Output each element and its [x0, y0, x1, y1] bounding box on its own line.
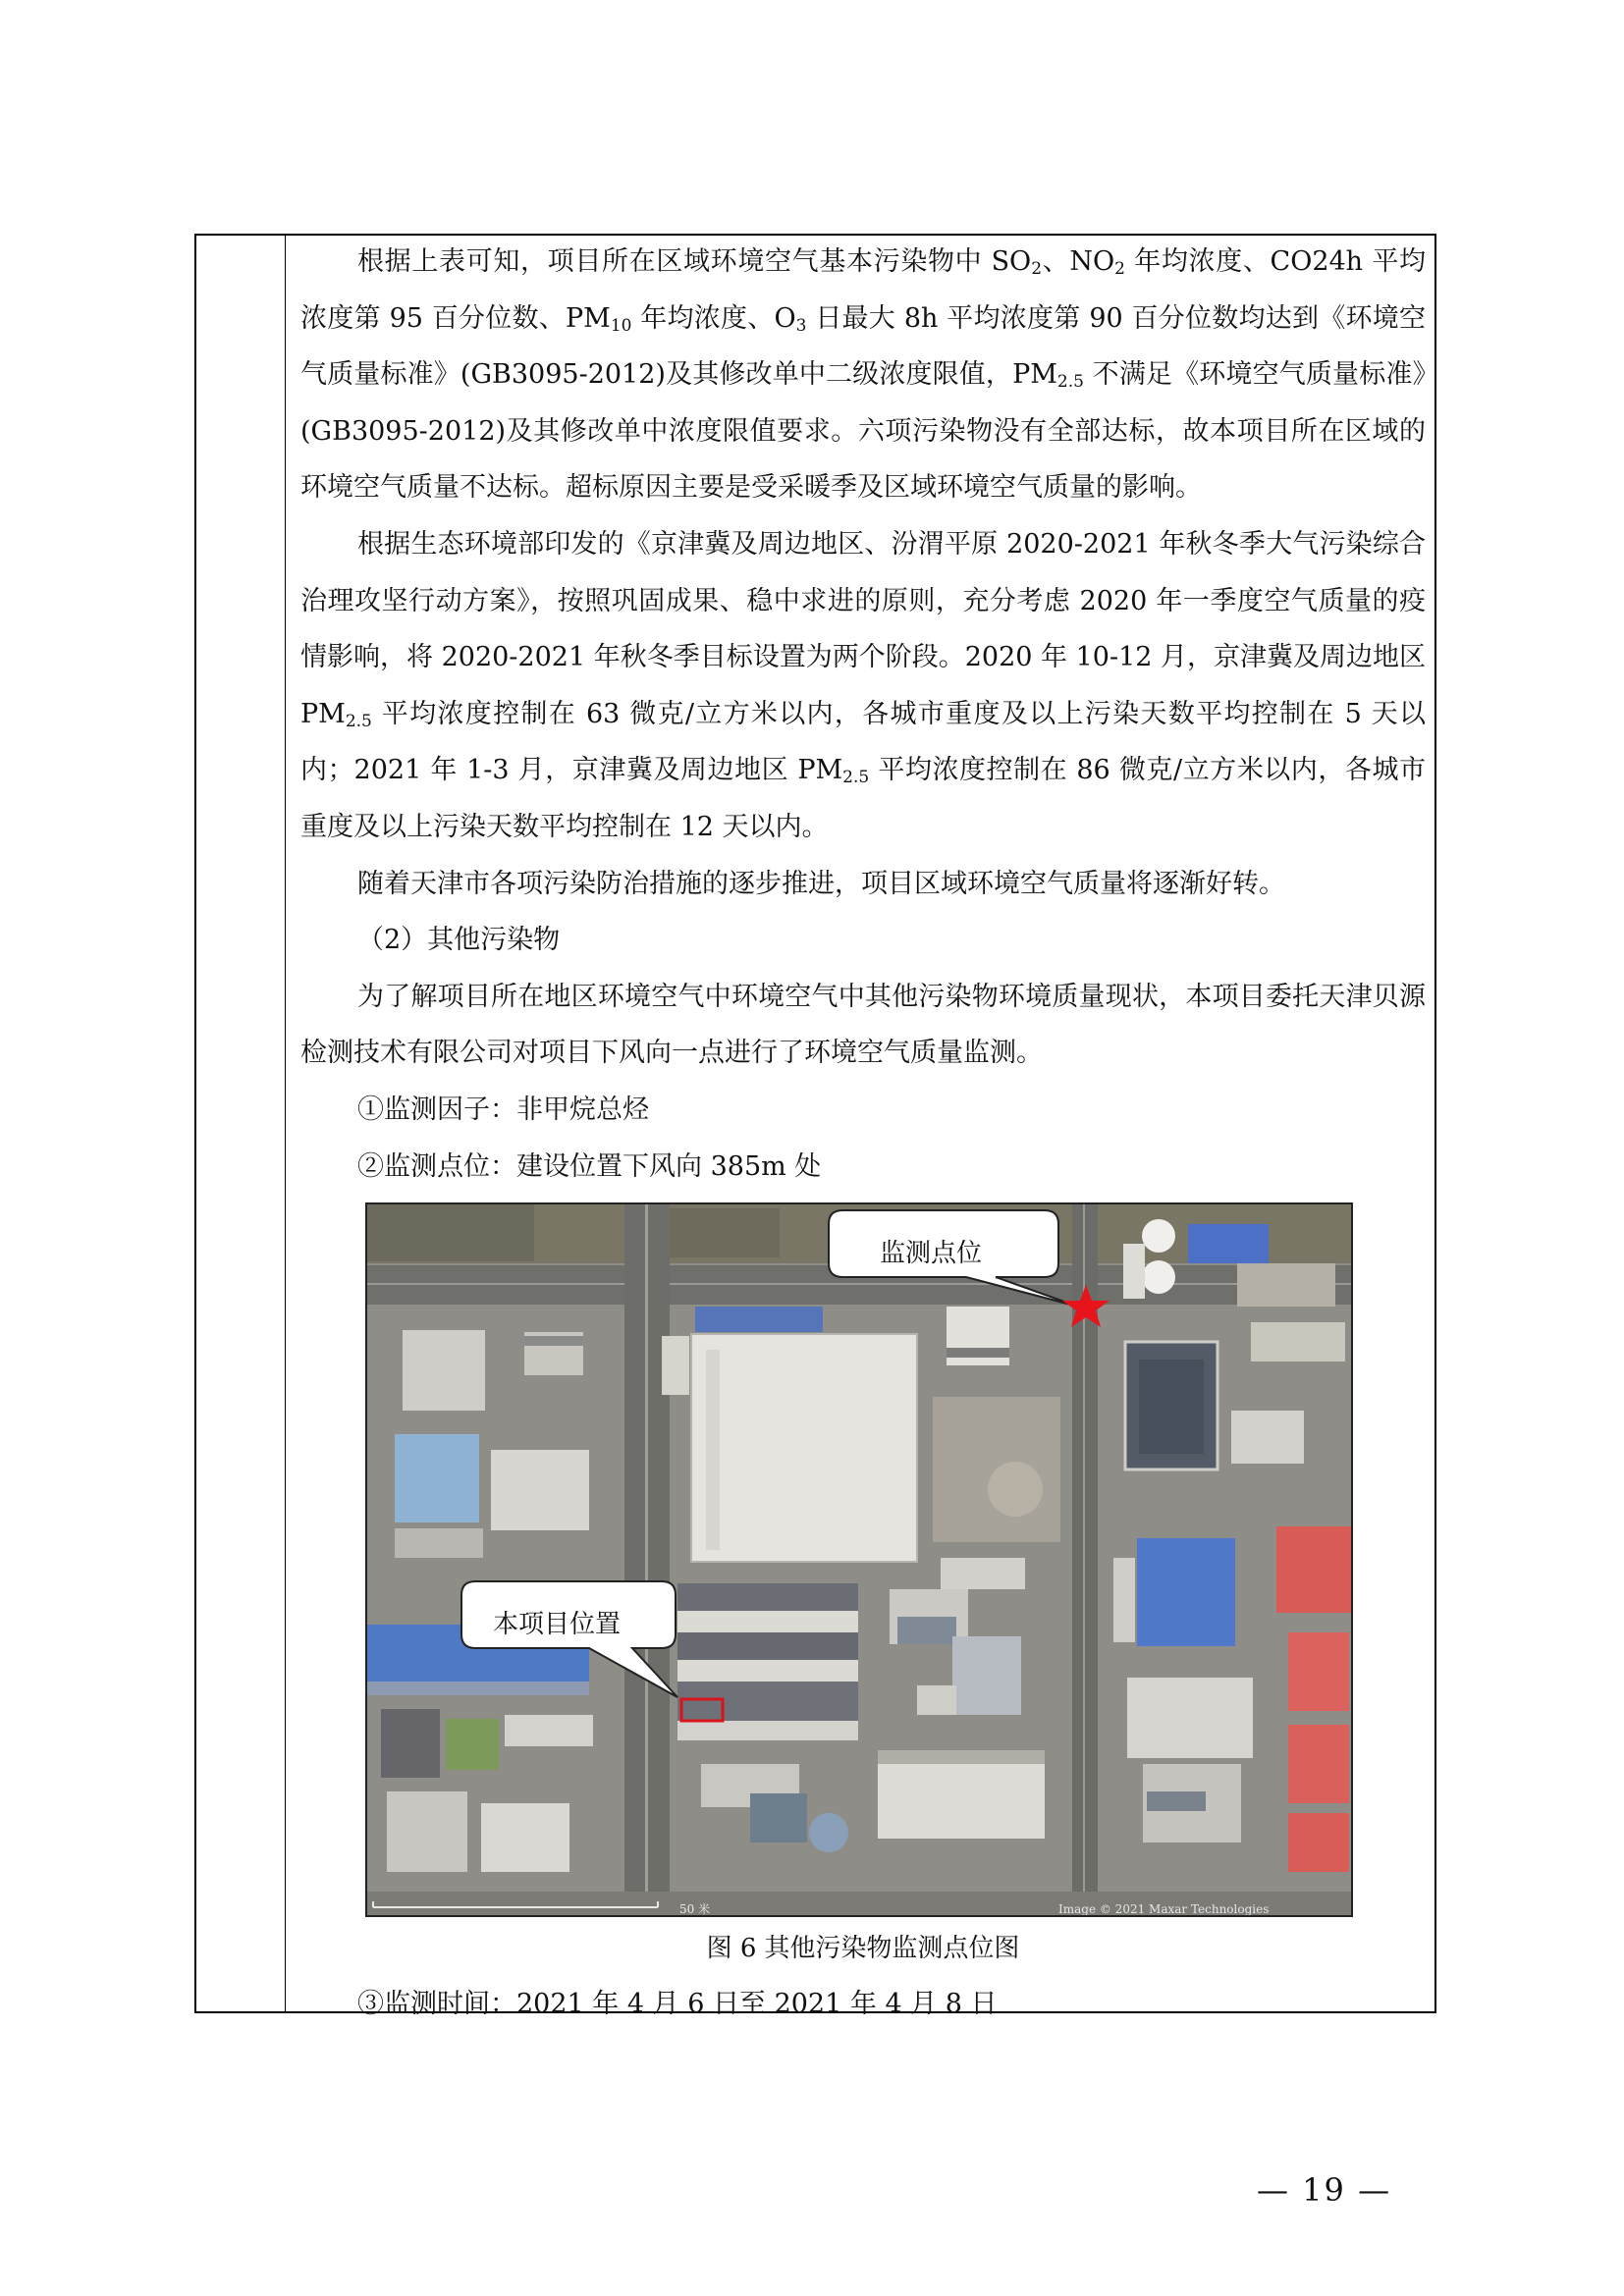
monitoring-location: ②监测点位：建设位置下风向 385m 处: [357, 1150, 822, 1182]
content-cell: [300, 234, 1426, 2033]
figure-number: 图 6: [706, 1934, 757, 1964]
satellite-image: [367, 1204, 1351, 1915]
monitoring-factor: ①监测因子：非甲烷总烃: [357, 1094, 649, 1125]
scale-bar-label: 50 米: [679, 1902, 711, 1917]
section-heading-other-pollutants: （2）其他污染物: [357, 925, 561, 956]
table-divider: [285, 236, 286, 2011]
image-attribution: Image © 2021 Maxar Technologies: [1058, 1902, 1270, 1917]
paragraph-monitoring-intro: 为了解项目所在地区环境空气中环境空气中其他污染物环境质量现状，本项目委托天津贝源检测技术有限公司对项目下风向一点进行了环境空气质量监测。: [300, 981, 1426, 1069]
paragraph-outlook: 随着天津市各项污染防治措施的逐步推进，项目区域环境空气质量将逐渐好转。: [357, 868, 1285, 899]
page-number: — 19 —: [1257, 2171, 1392, 2209]
satellite-map: [365, 1202, 1353, 1917]
monitoring-time: ③监测时间：2021 年 4 月 6 日至 2021 年 4 月 8 日: [357, 1989, 998, 2020]
callout-monitor-label: 监测点位: [880, 1239, 983, 1269]
figure-title: 其他污染物监测点位图: [764, 1934, 1020, 1964]
figure-caption: [300, 1929, 1426, 1968]
callout-project-label: 本项目位置: [493, 1610, 622, 1640]
paragraph-action-plan: 根据生态环境部印发的《京津冀及周边地区、汾渭平原 2020-2021 年秋冬季大气污染综合治理攻坚行动方案》，按照巩固成果、稳中求进的原则，充分考虑 2020 年一季度空气质量的疫情影响，将 2020-2021 年秋冬季目标设置为两个阶段。2020 年 10-12 月，京津冀及周边地区 $PM_{2.5}$ 平均浓度控制在 63 微克/立方米以内，各城市重度及以上污染天数平均控制在 5 天以内；2021 年 1-3 月，京津冀及周边地区 $PM_{2.5}$ 平均浓度控制在 86 微克/立方米以内，各城市重度及以上污染天数平均控制在 12 天以内。: [300, 528, 1427, 842]
paragraph-air-quality-result: 根据上表可知，项目所在区域环境空气基本污染物中 $SO_2$、$NO_2$ 年均浓度、CO24h 平均浓度第 95 百分位数、$PM_{10}$ 年均浓度、$O_3$ 日最大 8h 平均浓度第 90 百分位数均达到《环境空气质量标准》(GB3095-2012)及其修改单中二级浓度限值，$PM_{2.5}$ 不满足《环境空气质量标准》(GB3095-2012)及其修改单中浓度限值要求。六项污染物没有全部达标，故本项目所在区域的环境空气质量不达标。超标原因主要是受采暖季及区域环境空气质量的影响。: [300, 246, 1426, 504]
